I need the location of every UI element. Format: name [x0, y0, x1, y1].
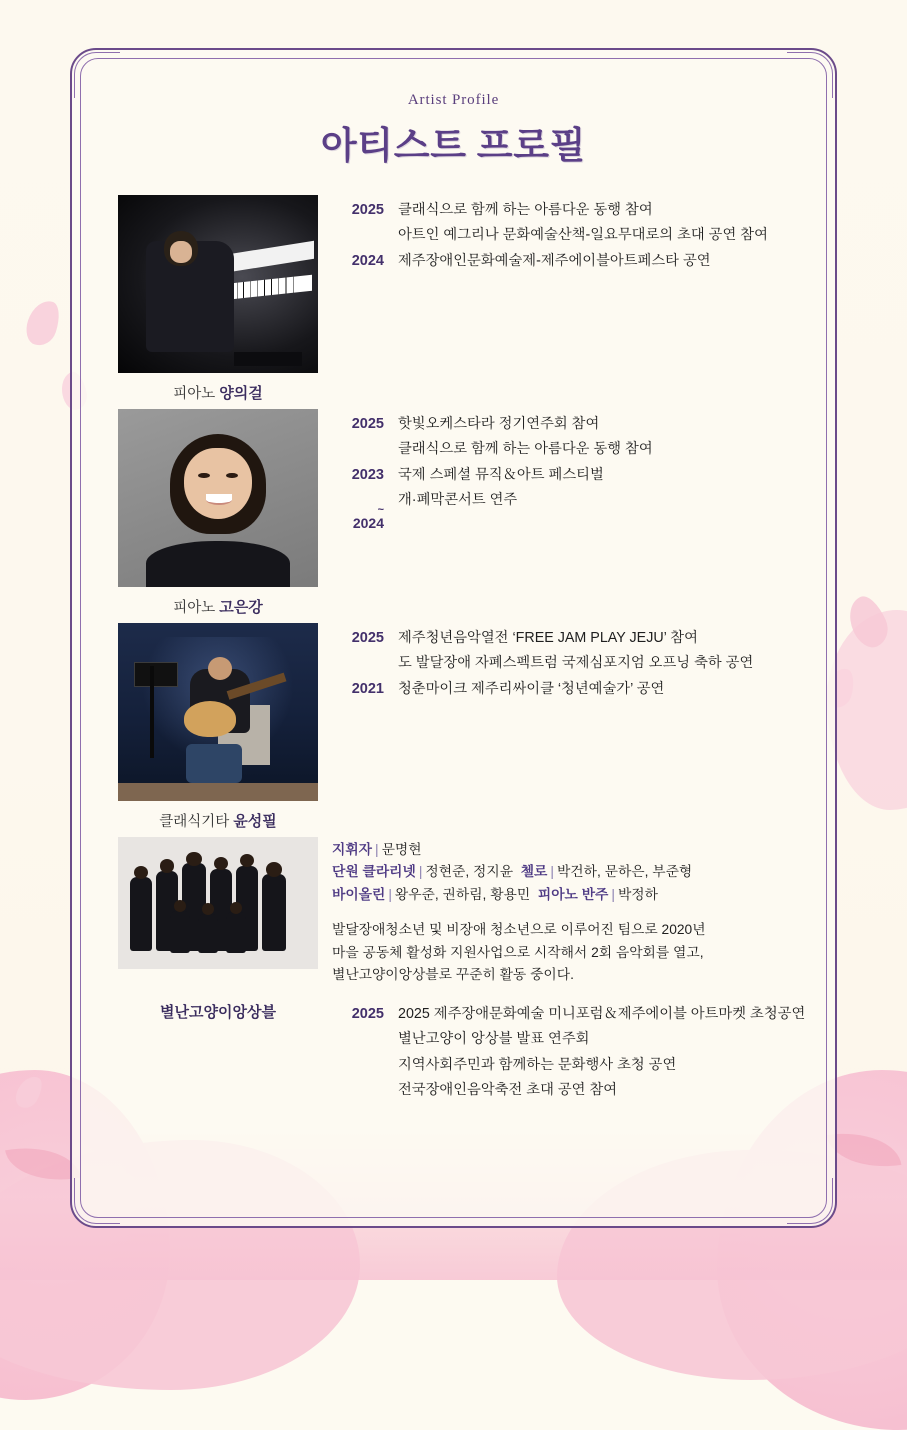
ensemble-name: [96, 999, 318, 1022]
credit-row: [332, 1054, 811, 1076]
member-role-label-2: 피아노 반주: [537, 886, 609, 902]
credit-row: [332, 627, 811, 649]
credit-year: 2025: [351, 1005, 384, 1022]
artist-entry: [96, 409, 811, 617]
artist-entry: [96, 623, 811, 831]
ensemble-member-line: [332, 861, 811, 883]
member-role-label: 지휘자: [332, 842, 372, 857]
credit-text: 클래식으로 함께 하는 아름다운 동행 참여: [398, 202, 653, 218]
credit-row: [332, 464, 811, 486]
credit-year-range: [332, 489, 384, 530]
credit-row: [332, 1003, 811, 1025]
description-line: 발달장애청소년 및 비장애 청소년으로 이루어진 팀으로 2020년: [332, 922, 706, 938]
credit-row: [332, 1079, 811, 1101]
credit-row: [332, 199, 811, 221]
pianist-yang-photo: [118, 195, 318, 373]
artist-photo-column: [96, 623, 318, 831]
credit-row: [332, 1028, 811, 1050]
credit-row: [332, 678, 811, 700]
credit-year: 2021: [351, 680, 384, 697]
credit-year: 2025: [351, 202, 384, 218]
artist-entry: [96, 195, 811, 403]
artist-role: 피아노: [173, 600, 220, 616]
member-names: 문명현: [381, 842, 422, 857]
credit-text: 국제 스페셜 뮤직＆아트 페스티벌: [398, 466, 604, 483]
page-title: 아티스트 프로필: [320, 126, 587, 167]
artist-credits: [318, 409, 811, 533]
member-names-2: 박정하: [617, 886, 658, 902]
credit-text: 핫빛오케스타라 정기연주회 참여: [398, 416, 600, 432]
guitarist-yoon-photo: [118, 623, 318, 801]
credit-year: 2024: [351, 252, 384, 269]
ensemble-member-line: [332, 839, 811, 861]
ensemble-member-line: [332, 884, 811, 906]
ensemble-description: [332, 919, 811, 987]
credit-text: 지역사회주민과 함께하는 문화행사 초청 공연: [398, 1056, 677, 1073]
artist-photo-column: [96, 409, 318, 617]
description-line: 마을 공동체 활성화 지원사업으로 시작해서 2회 음악회를 열고,: [332, 944, 704, 960]
poster-content: [96, 66, 811, 1210]
credit-row: [332, 438, 811, 460]
credit-year: 2025: [351, 630, 384, 646]
artist-caption: [118, 810, 318, 831]
ensemble-credits: [318, 999, 811, 1104]
pianist-go-photo: [118, 409, 318, 587]
artist-role: 피아노: [173, 386, 220, 402]
credit-year: 2024: [352, 514, 384, 531]
member-names-2: 박건하, 문하은, 부준형: [556, 864, 693, 880]
artist-caption: [118, 382, 318, 403]
member-role-label: 단원 클라리넷: [332, 864, 416, 880]
credit-row: [332, 413, 811, 435]
credit-text: 2025 제주장애문화예술 미니포럼＆제주에이블 아트마켓 초청공연: [398, 1005, 806, 1022]
credit-text: 아트인 예그리나 문화예술산책-일요무대로의 초대 공연 참여: [398, 227, 768, 244]
artist-name: 고은강: [219, 599, 263, 616]
divider: |: [388, 886, 392, 902]
artist-credits: [318, 195, 811, 275]
ensemble-name-text: 별난고양이앙상블: [160, 1003, 276, 1021]
artist-photo-column: [96, 195, 318, 403]
member-role-label: 바이올린: [332, 886, 386, 902]
credit-text: 클래식으로 함께 하는 아름다운 동행 참여: [398, 441, 653, 458]
credit-text: 전국장애인음악축전 초대 공연 참여: [398, 1081, 618, 1098]
credit-text: 제주장애인문화예술제-제주에이블아트페스타 공연: [398, 252, 711, 269]
credit-row: [332, 489, 811, 530]
member-names: 정현준, 정지윤: [425, 864, 514, 880]
credit-year: 2023: [351, 466, 384, 483]
divider: |: [418, 864, 423, 880]
tilde-mark: ~: [377, 503, 384, 516]
divider: |: [611, 886, 615, 902]
artist-name: 윤성필: [233, 813, 277, 830]
credit-text: 개·폐막콘서트 연주: [398, 492, 518, 509]
artist-credits: [318, 623, 811, 703]
artist-caption: [118, 596, 318, 617]
member-role-label-2: 첼로: [520, 864, 548, 880]
member-names: 왕우준, 권하림, 황용민: [394, 886, 531, 902]
credit-row: [332, 652, 811, 674]
ensemble-credits-block: [96, 999, 811, 1104]
credit-text: 별난고양이 앙상블 발표 연주회: [398, 1031, 590, 1048]
divider: |: [374, 842, 379, 857]
artist-role: 클래식기타: [159, 814, 234, 830]
credit-row: [332, 224, 811, 246]
ensemble-photo-column: [96, 837, 318, 969]
credit-text: 제주청년음악열전 ‘FREE JAM PLAY JEJU’ 참여: [398, 630, 698, 646]
ensemble-entry: [96, 837, 811, 987]
page-subtitle-english: Artist Profile: [407, 92, 500, 108]
description-line: 별난고양이앙상블로 꾸준히 활동 중이다.: [332, 967, 574, 983]
credit-text: 청춘마이크 제주리싸이클 ‘청년예술가’ 공연: [398, 680, 665, 697]
ensemble-info: [318, 837, 811, 987]
divider: |: [550, 864, 554, 880]
artist-name: 양의걸: [219, 385, 263, 402]
credit-row: [332, 250, 811, 272]
credit-text: 도 발달장애 자폐스펙트럼 국제심포지엄 오프닝 축하 공연: [398, 655, 754, 672]
credit-year: 2025: [351, 416, 384, 432]
artist-list: [96, 195, 811, 1104]
ensemble-group-photo: [118, 837, 318, 969]
